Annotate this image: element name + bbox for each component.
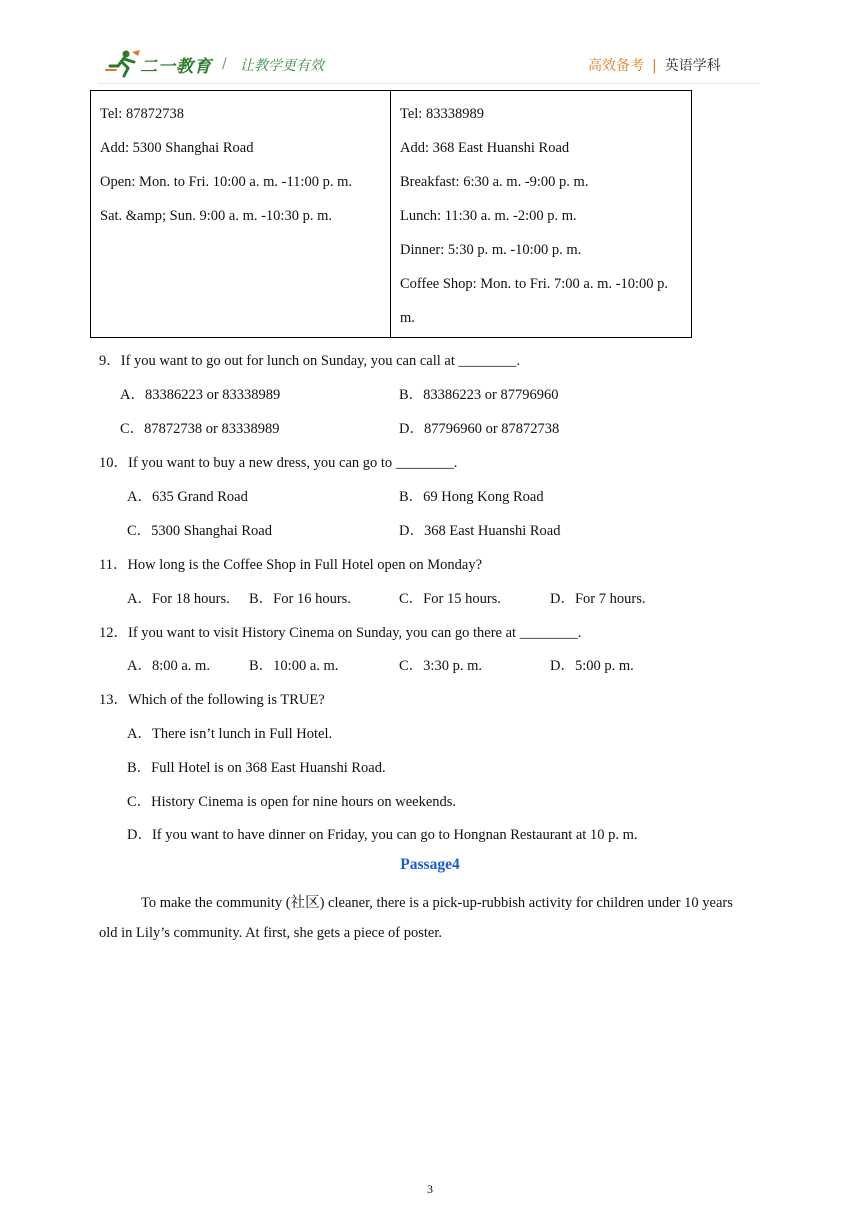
info-table — [90, 90, 692, 338]
q13-option-b: B．Full Hotel is on 368 East Huanshi Road. — [127, 760, 386, 776]
cell-line: Breakfast: 6:30 a. m. -9:00 p. m. — [400, 174, 589, 190]
passage-title: Passage4 — [400, 856, 460, 873]
header-divider: | — [652, 58, 657, 74]
cell-line: m. — [400, 310, 415, 326]
cell-line: Tel: 87872738 — [100, 106, 184, 122]
q12-option-b: B．10:00 a. m. — [249, 658, 339, 674]
question-13-stem: 13．Which of the following is TRUE? — [99, 692, 325, 708]
cell-line: Add: 368 East Huanshi Road — [400, 140, 570, 156]
q12-option-d: D．5:00 p. m. — [550, 658, 634, 674]
cell-line: Dinner: 5:30 p. m. -10:00 p. m. — [400, 242, 582, 258]
slogan: 让教学更有效 — [240, 58, 324, 74]
q9-option-c: C．87872738 or 83338989 — [120, 421, 280, 437]
passage-line-1: To make the community (社区) cleaner, there is a pick-up-rubbish activity for children under 10 years — [141, 895, 733, 911]
q10-option-d: D．368 East Huanshi Road — [399, 523, 561, 539]
cell-line: Add: 5300 Shanghai Road — [100, 140, 254, 156]
q9-option-d: D．87796960 or 87872738 — [399, 421, 560, 437]
q10-option-b: B．69 Hong Kong Road — [399, 489, 544, 505]
q11-option-c: C．For 15 hours. — [399, 591, 501, 607]
page-number: 3 — [427, 1182, 433, 1196]
logo-text: 二一教育 — [140, 57, 212, 77]
question-12-stem: 12．If you want to visit History Cinema on Sunday, you can go there at ________. — [99, 625, 582, 641]
question-10-stem: 10．If you want to buy a new dress, you can go to ________. — [99, 455, 458, 471]
q11-option-d: D．For 7 hours. — [550, 591, 646, 607]
subject-label: 英语学科 — [664, 58, 721, 74]
q9-option-a: A．83386223 or 83338989 — [120, 387, 281, 403]
exam-label: 高效备考 — [588, 58, 644, 74]
passage-line-2: old in Lily’s community. At first, she gets a piece of poster. — [99, 925, 442, 941]
page-header — [0, 0, 860, 90]
question-11-stem: 11．How long is the Coffee Shop in Full Hotel open on Monday? — [99, 557, 483, 573]
cell-line: Lunch: 11:30 a. m. -2:00 p. m. — [400, 208, 577, 224]
cell-line: Open: Mon. to Fri. 10:00 a. m. -11:00 p. m. — [100, 174, 352, 190]
q9-option-b: B．83386223 or 87796960 — [399, 387, 559, 403]
runner-logo-icon — [104, 48, 144, 80]
header-slash: / — [222, 56, 227, 72]
q13-option-a: A．There isn’t lunch in Full Hotel. — [127, 726, 333, 742]
question-9-stem: 9．If you want to go out for lunch on Sunday, you can call at ________. — [99, 353, 521, 369]
table-cell-left — [91, 91, 391, 337]
q13-option-d: D．If you want to have dinner on Friday, you can go to Hongnan Restaurant at 10 p. m. — [127, 827, 638, 843]
q12-option-c: C．3:30 p. m. — [399, 658, 482, 674]
cell-line: Tel: 83338989 — [400, 106, 484, 122]
table-cell-right — [391, 91, 691, 337]
cell-line: Coffee Shop: Mon. to Fri. 7:00 a. m. -10:00 p. — [400, 276, 668, 292]
q10-option-a: A．635 Grand Road — [127, 489, 248, 505]
q13-option-c: C．History Cinema is open for nine hours on weekends. — [127, 794, 457, 810]
q10-option-c: C．5300 Shanghai Road — [127, 523, 272, 539]
q12-option-a: A．8:00 a. m. — [127, 658, 210, 674]
q11-option-b: B．For 16 hours. — [249, 591, 351, 607]
header-right — [588, 55, 721, 75]
header-rule — [98, 83, 760, 84]
cell-line: Sat. &amp; Sun. 9:00 a. m. -10:30 p. m. — [100, 208, 332, 224]
q11-option-a: A．For 18 hours. — [127, 591, 230, 607]
